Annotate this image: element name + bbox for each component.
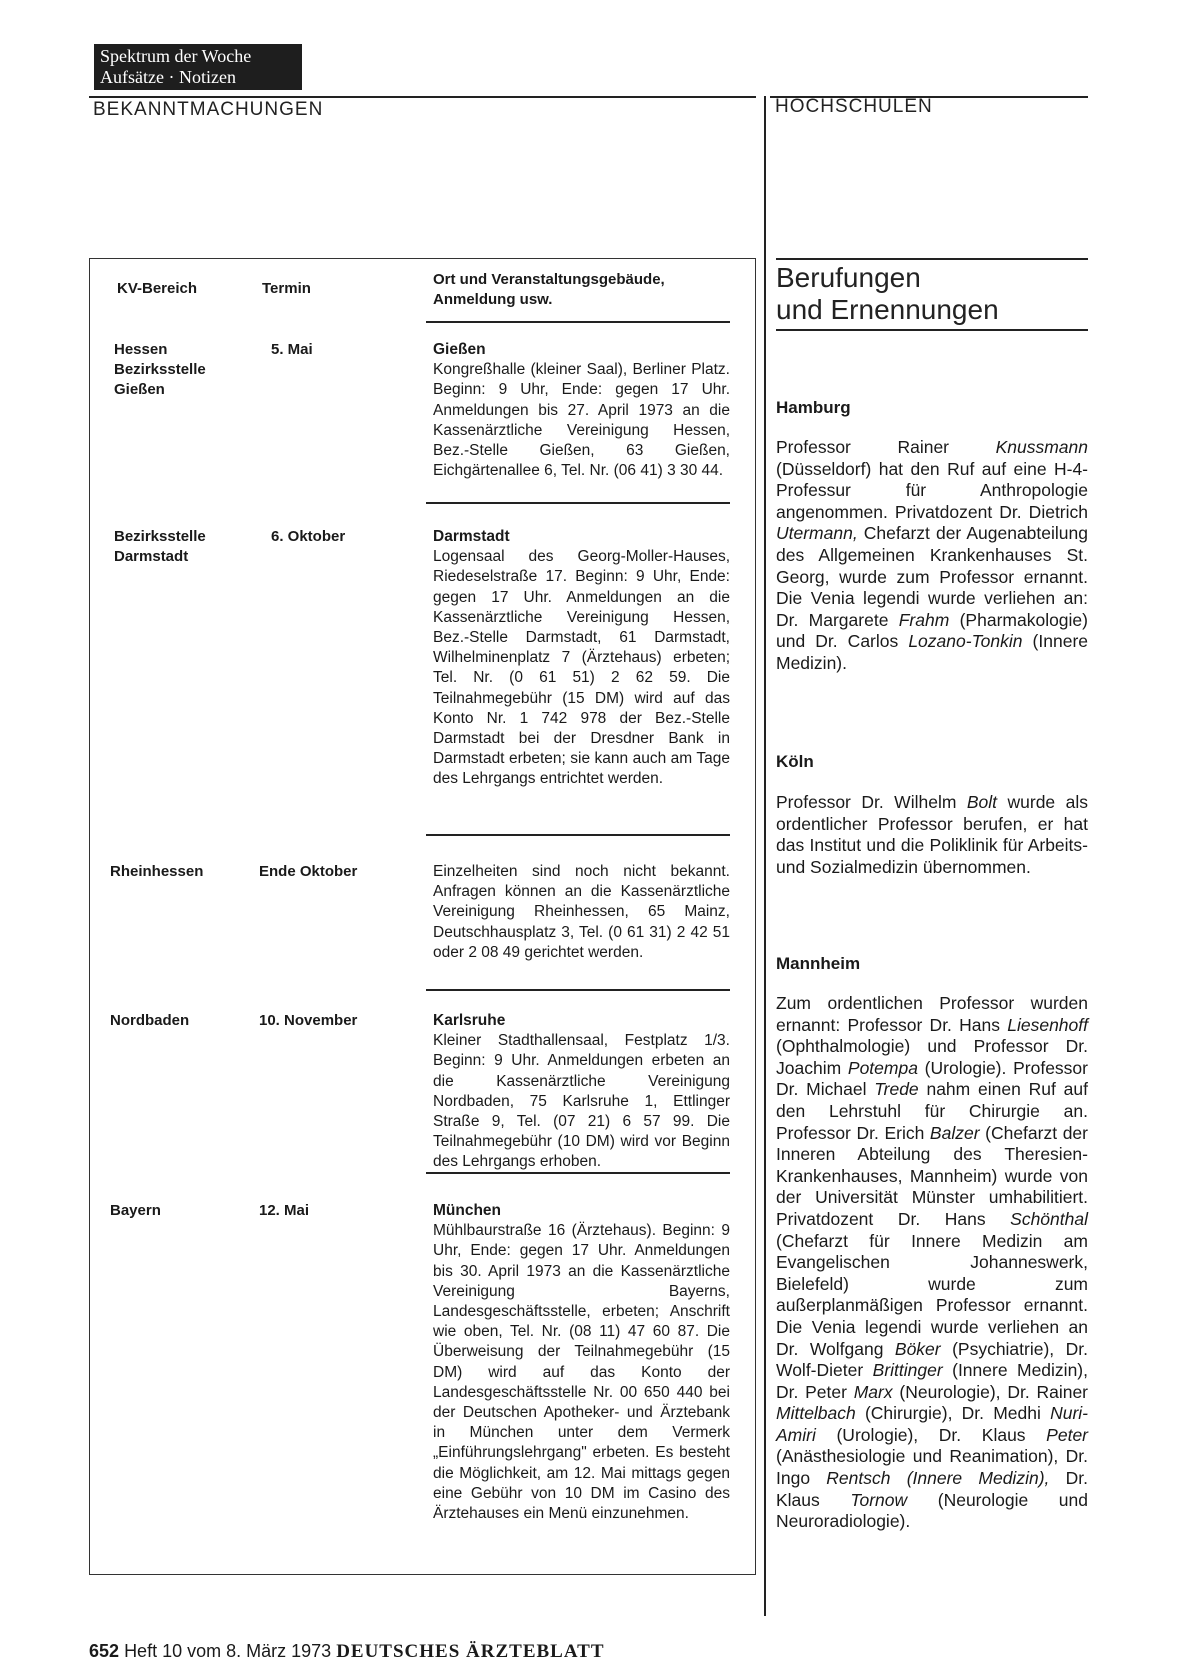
city-heading-hamburg: Hamburg xyxy=(776,398,851,417)
row-text: Kongreßhalle (kleiner Saal), Berliner Platz. Beginn: 9 Uhr, Ende: gegen 17 Uhr. Anmeldungen bis 27. April 1973 an die Kassenärztliche Vereinigung Hessen, Bez.-Stelle Gießen, 63 Gießen, Eichgärtenallee 6, Tel. Nr. (06 41) 3 30 44. xyxy=(433,361,730,480)
text-segment: Chefarzt der Augenabteilung des Allgemeinen Krankenhauses St. Georg, wurde zum Professor ernannt. Die Venia legendi wurde verliehen an: Dr. Margarete xyxy=(776,523,1088,630)
table-row-date: Ende Oktober xyxy=(259,863,358,880)
person-name: Marx xyxy=(853,1381,893,1402)
right-heading-bottom-rule xyxy=(776,329,1088,331)
masthead-box xyxy=(94,44,302,90)
person-name: Brittinger xyxy=(872,1360,943,1381)
row-divider xyxy=(426,989,730,991)
column-divider xyxy=(764,96,766,1616)
koeln-text xyxy=(776,792,1088,878)
left-section-title: BEKANNTMACHUNGEN xyxy=(93,99,324,120)
masthead-line1: Spektrum der Woche xyxy=(100,46,252,66)
publication-name: DEUTSCHES ÄRZTEBLATT xyxy=(336,1641,605,1662)
person-name: Rentsch (Innere Medizin), xyxy=(826,1468,1050,1489)
person-name: Schönthal xyxy=(1010,1208,1088,1229)
text-segment: Dr. Klaus xyxy=(776,1468,1088,1510)
text-segment: (Pharmakologie) und Dr. Carlos xyxy=(776,609,1088,652)
hamburg-text xyxy=(776,437,1088,675)
row-text: Logensaal des Georg-Moller-Hauses, Riedeselstraße 17. Beginn: 9 Uhr, Ende: gegen 17 Uhr. Anmeldungen an die Kassenärztliche Vereinigung Hessen, Bez.-Stelle Darmstadt, 61 Darmstadt, Wilhelminenplatz 7 (Ärztehaus) erbeten; Tel. Nr. (0 61 51) 2 62 59. Die Teilnahmegebühr (15 DM) wird auf das Konto Nr. 1 742 978 der Bez.-Stelle Darmstadt bei der Dresdner Bank in Darmstadt erbeten; sie kann auch am Tage des Lehrgangs entrichtet werden. xyxy=(433,548,730,788)
header-place: Ort und Veranstaltungsgebäude, Anmeldung usw. xyxy=(433,271,665,308)
text-segment: (Urologie), Dr. Klaus xyxy=(815,1424,1047,1445)
right-heading-top-rule xyxy=(776,258,1088,260)
table-row-region: Hessen Bezirksstelle Gießen xyxy=(114,341,206,398)
row-divider xyxy=(426,834,730,836)
text-segment: Professor Dr. Wilhelm xyxy=(776,792,967,812)
text-segment: (Psychiatrie), Dr. Wolf-Dieter xyxy=(776,1338,1088,1381)
person-name: Frahm xyxy=(898,609,950,630)
person-name: Nuri-Amiri xyxy=(776,1403,1088,1445)
row-divider xyxy=(426,1172,730,1174)
text-segment: (Ophthalmologie) und Professor Dr. Joachim xyxy=(776,1036,1088,1078)
row-divider xyxy=(426,502,730,504)
row-text: Einzelheiten sind noch nicht bekannt. Anfragen können an die Kassenärztliche Vereinigung Rheinhessen, 65 Mainz, Deutschhausplatz 3, Tel. (0 61 31) 2 42 51 oder 2 08 49 gerichtet werden. xyxy=(433,863,730,961)
text-segment: (Innere Medizin). xyxy=(776,631,1089,673)
table-row-details xyxy=(433,1011,730,1173)
text-segment: (Chirurgie), Dr. Medhi xyxy=(855,1403,1051,1424)
header-region: KV-Bereich xyxy=(117,280,198,297)
text-segment: Zum ordentlichen Professor wurden ernannt: Professor Dr. Hans xyxy=(776,993,1088,1035)
table-row-region: Bezirksstelle Darmstadt xyxy=(114,528,206,565)
text-segment: (Düsseldorf) hat den Ruf auf eine H-4-Professur für Anthropologie angenommen. Privatdozent Dr. Dietrich xyxy=(776,458,1088,522)
person-name: Lozano-Tonkin xyxy=(908,631,1023,652)
person-name: Mittelbach xyxy=(776,1403,856,1424)
table-row-details xyxy=(433,862,730,963)
header-date: Termin xyxy=(262,280,311,297)
text-segment: (Urologie). Professor Dr. Michael xyxy=(776,1057,1088,1100)
issue-info: Heft 10 vom 8. März 1973 xyxy=(124,1641,332,1661)
table-row-date: 5. Mai xyxy=(271,341,313,358)
text-segment: (Innere Medizin), Dr. Peter xyxy=(776,1360,1088,1402)
person-name: Knussmann xyxy=(995,437,1088,457)
table-row-details xyxy=(433,527,730,790)
row-place: Darmstadt xyxy=(433,528,510,545)
page-footer xyxy=(89,1641,605,1663)
city-heading-mannheim: Mannheim xyxy=(776,954,861,973)
person-name: Potempa xyxy=(847,1057,918,1078)
person-name: Bolt xyxy=(966,792,998,812)
table-row-details xyxy=(433,340,730,481)
row-text: Kleiner Stadthallensaal, Festplatz 1/3. Beginn: 9 Uhr. Anmeldungen erbeten an die Kassenärztliche Vereinigung Nordbaden, 75 Karlsruhe 1, Ettlinger Straße 9, Tel. (07 21) 6 57 99. Die Teilnahmegebühr (10 DM) wird vor Beginn des Lehrgangs erhoben. xyxy=(433,1032,730,1171)
text-segment: (Neurologie und Neuroradiologie). xyxy=(776,1489,1089,1532)
person-name: Liesenhoff xyxy=(1007,1014,1088,1035)
person-name: Utermann, xyxy=(776,523,858,544)
table-row-region: Nordbaden xyxy=(110,1012,190,1029)
text-segment: (Anästhesiologie und Reanimation), Dr. Ingo xyxy=(776,1446,1088,1489)
row-place: München xyxy=(433,1202,502,1219)
text-segment: (Chefarzt für Innere Medizin am Evangelischen Johanneswerk, Bielefeld) wurde zum außerplanmäßigen Professor ernannt. Die Venia legendi wurde verliehen an Dr. Wolfgang xyxy=(776,1230,1088,1359)
table-row-details xyxy=(433,1201,730,1524)
masthead-line2: Aufsätze · Notizen xyxy=(100,67,236,87)
table-row-date: 12. Mai xyxy=(259,1202,310,1219)
person-name: Balzer xyxy=(929,1122,980,1143)
right-section-title: HOCHSCHULEN xyxy=(775,96,933,117)
text-segment: (Chefarzt der Inneren Abteilung des Theresien-Krankenhauses, Mannheim) wurde von der Universität Münster umhabilitiert. Privatdozent Dr. Hans xyxy=(776,1122,1088,1229)
page-number: 652 xyxy=(89,1641,120,1661)
text-segment: Professor Rainer xyxy=(776,437,996,457)
seminar-table xyxy=(89,258,756,1575)
mannheim-text xyxy=(776,993,1088,1533)
table-row-date: 10. November xyxy=(259,1012,358,1029)
row-place: Gießen xyxy=(433,341,486,358)
city-heading-koeln: Köln xyxy=(776,752,814,771)
header-underline xyxy=(426,321,730,323)
text-segment: nahm einen Ruf auf den Lehrstuhl für Chirurgie an. Professor Dr. Erich xyxy=(776,1079,1088,1143)
table-row-region: Rheinhessen xyxy=(110,863,204,880)
text-segment: (Neurologie), Dr. Rainer xyxy=(892,1381,1088,1402)
person-name: Trede xyxy=(874,1079,919,1100)
top-rule-left xyxy=(89,96,756,98)
table-row-region: Bayern xyxy=(110,1202,161,1219)
row-place: Karlsruhe xyxy=(433,1012,506,1029)
text-segment: wurde als ordentlicher Professor berufen, er hat das Institut und die Poliklinik für Arbeits- und Sozialmedizin übernommen. xyxy=(776,792,1088,877)
person-name: Peter xyxy=(1046,1424,1088,1445)
row-text: Mühlbaurstraße 16 (Ärztehaus). Beginn: 9 Uhr, Ende: gegen 17 Uhr. Anmeldungen bis 30. April 1973 an die Kassenärztliche Vereinigung Bayerns, Landesgeschäftsstelle, erbeten; Anschrift wie oben, Tel. Nr. (08 11) 47 60 87. Die Überweisung der Teilnahmegebühr (15 DM) wird auf das Konto der Landesgeschäftsstelle Nr. 00 650 440 bei der Deutschen Apotheker- und Ärztebank in München unter dem Vermerk „Einführungslehrgang" erbeten. Es besteht die Möglichkeit, am 12. Mai mittags gegen eine Gebühr von 10 DM im Casino des Ärztehauses ein Menü einzunehmen. xyxy=(433,1222,730,1523)
person-name: Böker xyxy=(894,1338,941,1359)
table-row-date: 6. Oktober xyxy=(271,528,346,545)
person-name: Tornow xyxy=(850,1489,908,1510)
right-heading: Berufungen und Ernennungen xyxy=(776,262,999,325)
